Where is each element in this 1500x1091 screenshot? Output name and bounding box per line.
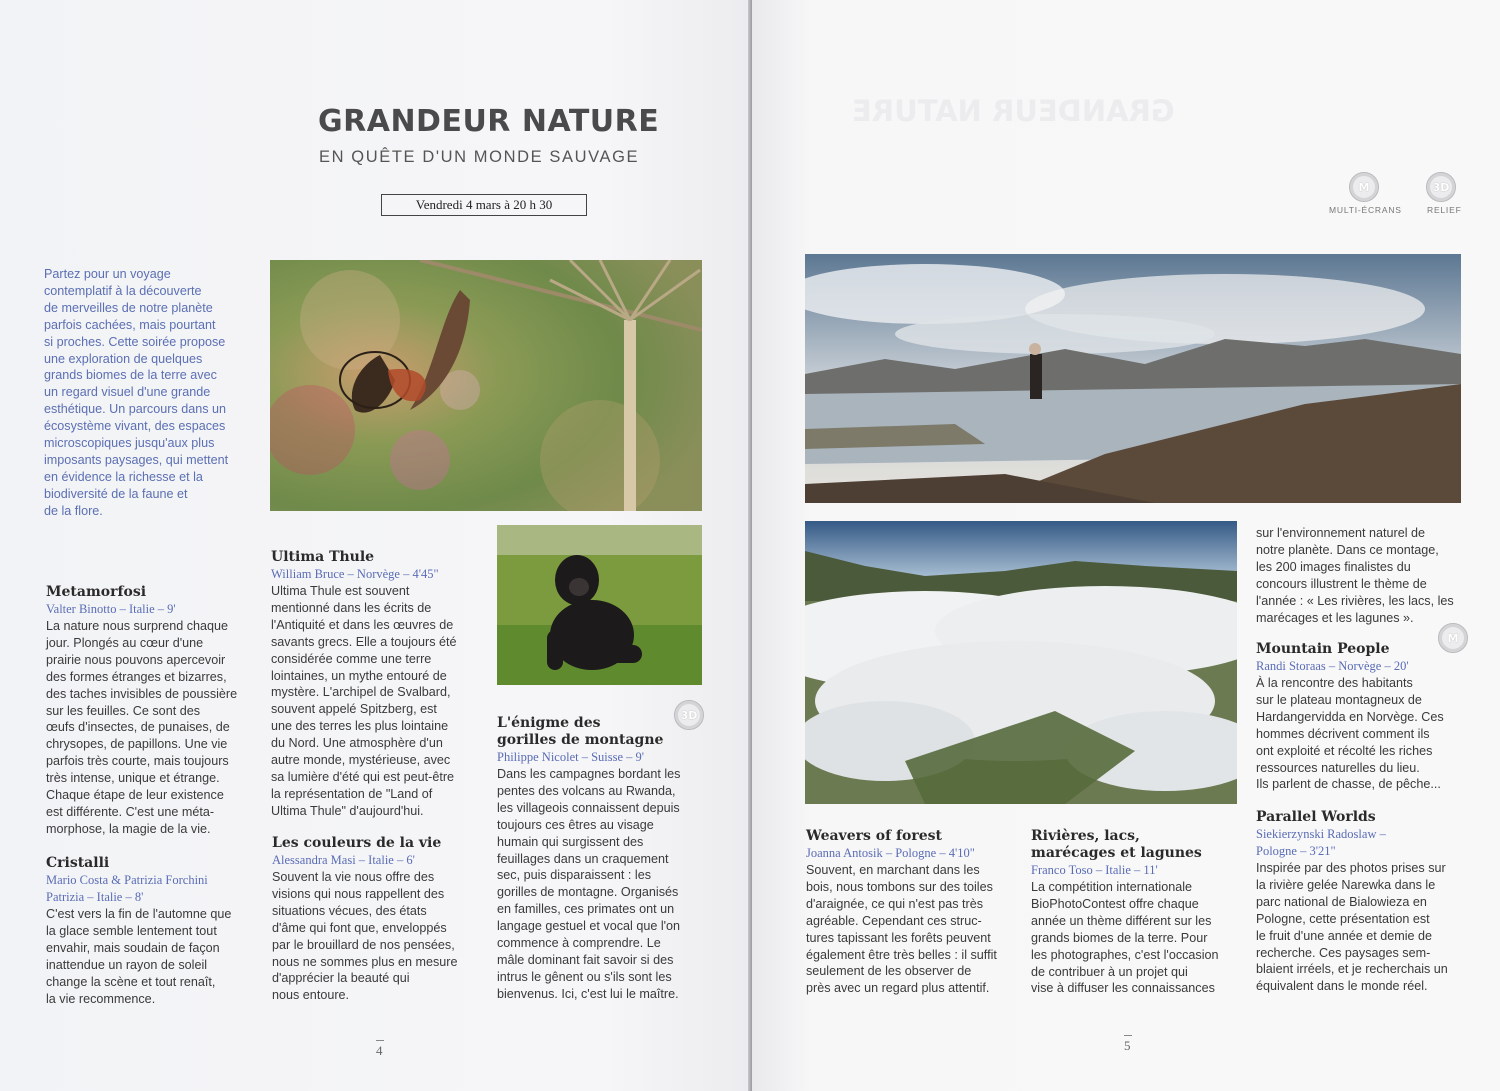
text-line: ont exploité et récolté les riches bbox=[1256, 743, 1433, 758]
gorilla-photo bbox=[497, 525, 702, 685]
clouds-valley-photo bbox=[805, 521, 1237, 804]
text-line: Chaque étape de leur existence bbox=[46, 788, 224, 803]
text-line: d'apprécier la beauté qui bbox=[272, 971, 410, 986]
text-line: par le brouillard de nos pensées, bbox=[272, 937, 455, 952]
film-couleurs bbox=[272, 835, 458, 1004]
text-line: concours illustrent le thème de bbox=[1256, 576, 1427, 591]
text-line: sec, puis disparaissent : les bbox=[497, 868, 651, 883]
text-line: de merveilles de notre planète bbox=[44, 300, 213, 315]
page-number-left: 4 bbox=[376, 1040, 384, 1059]
text-line: la vie recommence. bbox=[46, 991, 156, 1006]
text-line: équivalent dans le monde réel. bbox=[1256, 979, 1428, 994]
film-mountain-people bbox=[1256, 641, 1444, 793]
text-line: envahir, mais soudain de façon bbox=[46, 940, 220, 955]
text-line: les photographes, c'est l'occasion bbox=[1031, 947, 1219, 962]
film-enigme bbox=[497, 715, 680, 1003]
3d-badge-icon: 3D bbox=[674, 700, 704, 730]
film-rivieres bbox=[1031, 828, 1219, 997]
text-line: sa lumière d'été qui est peut-être bbox=[271, 769, 455, 784]
text-line: si proches. Cette soirée propose bbox=[44, 334, 226, 349]
film-title: Ultima Thule bbox=[271, 549, 375, 565]
text-line: une des terres les plus lointaine bbox=[271, 719, 449, 734]
multi-screen-badge-icon: M bbox=[1349, 172, 1379, 202]
text-line: mâle dominant fait savoir si des bbox=[497, 952, 674, 967]
film-text bbox=[272, 869, 458, 1004]
text-line: Ultima Thule est souvent bbox=[271, 584, 410, 598]
text-line: hommes décrivent comment ils bbox=[1256, 726, 1430, 741]
intro-text bbox=[44, 266, 254, 520]
mountain-man-photo bbox=[805, 254, 1461, 503]
film-text bbox=[1256, 675, 1444, 793]
text-line: le fruit d'une année et demie de bbox=[1256, 928, 1433, 943]
text-line: Pologne, cette présentation est bbox=[1256, 911, 1430, 926]
text-line: sur l'environnement naturel de bbox=[1256, 526, 1426, 540]
event-date-box: Vendredi 4 mars à 20 h 30 bbox=[381, 194, 587, 216]
film-text bbox=[806, 862, 997, 997]
multi-screen-badge-icon: M bbox=[1438, 623, 1468, 653]
text-line: vise à diffuser les connaissances bbox=[1031, 981, 1215, 996]
text-line: d'âme qui font que, enveloppés bbox=[272, 920, 447, 935]
relief-badge-icon: 3D bbox=[1426, 172, 1456, 202]
text-line: ressources naturelles du lieu. bbox=[1256, 760, 1420, 775]
text-line: seulement de les observer de bbox=[806, 964, 972, 979]
text-line: d'araignée, ce qui n'est pas très bbox=[806, 896, 984, 911]
film-credit: Pologne – 3'21" bbox=[1256, 844, 1336, 858]
text-line: commence à comprendre. Le bbox=[497, 936, 661, 951]
text-line: grands biomes de la terre. Pour bbox=[1031, 930, 1208, 945]
text-line: de la flore. bbox=[44, 503, 103, 518]
text-line: À la rencontre des habitants bbox=[1256, 676, 1413, 690]
film-text bbox=[1256, 860, 1448, 995]
film-text bbox=[46, 618, 237, 838]
film-title: Cristalli bbox=[46, 855, 110, 871]
film-text bbox=[1031, 879, 1219, 997]
text-line: jour. Plongés au cœur d'une bbox=[46, 635, 204, 650]
text-line: écosystème vivant, des espaces bbox=[44, 419, 226, 434]
text-line: situations vécues, des états bbox=[272, 903, 427, 918]
text-line: tures tapissant les forêts peuvent bbox=[806, 930, 991, 945]
film-ultima-thule bbox=[271, 549, 457, 820]
film-credit: Joanna Antosik – Pologne – 4'10" bbox=[806, 846, 975, 860]
page-title: GRANDEUR NATURE bbox=[318, 104, 660, 139]
text-line: Dans les campagnes bordant les bbox=[497, 767, 681, 781]
text-line: parc national de Bialowieza en bbox=[1256, 894, 1427, 909]
text-line: considérée comme une terre bbox=[271, 651, 432, 666]
text-line: blaient irréels, et je recherchais un bbox=[1256, 962, 1448, 977]
text-line: imposants paysages, qui mettent bbox=[44, 452, 229, 467]
film-title: marécages et lagunes bbox=[1031, 845, 1202, 861]
text-line: toujours ces êtres au visage bbox=[497, 817, 654, 832]
text-line: sur le plateau montagneux de bbox=[1256, 692, 1422, 707]
text-line: l'Antiquité et dans les œuvres de bbox=[271, 617, 454, 632]
text-line: œufs d'insectes, de punaises, de bbox=[46, 720, 230, 735]
text-line: C'est vers la fin de l'automne que bbox=[46, 907, 232, 921]
text-line: très intense, unique et étrange. bbox=[46, 771, 220, 786]
text-line: autre monde, mystérieuse, avec bbox=[271, 753, 451, 768]
film-metamorfosi bbox=[46, 584, 237, 838]
text-line: microscopiques jusqu'aux plus bbox=[44, 436, 215, 451]
text-line: chrysopes, de papillons. Une vie bbox=[46, 737, 228, 752]
film-parallel-worlds bbox=[1256, 809, 1448, 995]
film-cristalli bbox=[46, 855, 231, 1007]
film-title: Rivières, lacs, bbox=[1031, 828, 1140, 844]
text-line: les villageois connaissent depuis bbox=[497, 800, 680, 815]
text-line: BioPhotoContest offre chaque bbox=[1031, 896, 1199, 911]
text-line: parfois cachées, mais pourtant bbox=[44, 317, 216, 332]
film-text-continuation bbox=[1256, 525, 1454, 626]
text-line: parfois très courte, mais toujours bbox=[46, 754, 229, 769]
film-text bbox=[271, 583, 457, 820]
text-line: en évidence la richesse et la bbox=[44, 469, 203, 484]
text-line: savants grecs. Elle a toujours été bbox=[271, 634, 457, 649]
film-credit: Valter Binotto – Italie – 9' bbox=[46, 602, 176, 616]
film-title: Metamorfosi bbox=[46, 584, 147, 600]
page-subtitle: EN QUÊTE D'UN MONDE SAUVAGE bbox=[319, 148, 640, 166]
text-line: des formes étranges et bizarres, bbox=[46, 669, 227, 684]
text-line: pentes des volcans au Rwanda, bbox=[497, 783, 676, 798]
text-line: en familles, ces primates ont un bbox=[497, 902, 675, 917]
text-line: Ultima Thule" d'aujourd'hui. bbox=[271, 803, 424, 818]
film-text bbox=[46, 906, 231, 1007]
film-credit: Mario Costa & Patrizia Forchini bbox=[46, 873, 208, 887]
text-line: la glace semble lentement tout bbox=[46, 923, 217, 938]
text-line: année un thème différent sur les bbox=[1031, 913, 1212, 928]
text-line: un regard visuel d'une grande bbox=[44, 385, 211, 400]
text-line: bois, nous tombons sur des toiles bbox=[806, 879, 993, 894]
film-credit: Siekierzynski Radoslaw – bbox=[1256, 827, 1386, 841]
text-line: des taches invisibles de poussière bbox=[46, 686, 238, 701]
text-line: nous ne sommes plus en mesure bbox=[272, 954, 458, 969]
text-line: souvent appelé Spitzberg, est bbox=[271, 702, 437, 717]
film-credit: William Bruce – Norvège – 4'45" bbox=[271, 567, 439, 581]
text-line: mentionné dans les écrits de bbox=[271, 600, 432, 615]
text-line: Hardangervidda en Norvège. Ces bbox=[1256, 709, 1444, 724]
text-line: mystère. L'archipel de Svalbard, bbox=[271, 685, 451, 700]
text-line: gorilles de montagne. Organisés bbox=[497, 885, 679, 900]
text-line: humain qui surgissent des bbox=[497, 834, 644, 849]
text-line: la rivière gelée Narewka dans le bbox=[1256, 877, 1436, 892]
film-title: Les couleurs de la vie bbox=[272, 835, 442, 851]
chrysalis-photo bbox=[270, 260, 702, 511]
text-line: Souvent, en marchant dans les bbox=[806, 863, 980, 877]
film-credit: Franco Toso – Italie – 11' bbox=[1031, 863, 1158, 877]
text-line: recherche. Ces paysages sem- bbox=[1256, 945, 1431, 960]
show-through-title: GRANDEUR NATURE bbox=[852, 94, 1175, 128]
text-line: marécages et les lagunes ». bbox=[1256, 610, 1414, 625]
text-line: visions qui nous rappellent des bbox=[272, 886, 445, 901]
text-line: La compétition internationale bbox=[1031, 880, 1193, 894]
text-line: prairie nous pouvons apercevoir bbox=[46, 652, 226, 667]
text-line: lointaines, un mythe entouré de bbox=[271, 668, 447, 683]
text-line: nous entoure. bbox=[272, 988, 350, 1003]
text-line: inattendue un rayon de soleil bbox=[46, 957, 208, 972]
film-credit: Patrizia – Italie – 8' bbox=[46, 890, 144, 904]
text-line: Souvent la vie nous offre des bbox=[272, 870, 435, 884]
text-line: la représentation de "Land of bbox=[271, 786, 433, 801]
film-credit: Philippe Nicolet – Suisse – 9' bbox=[497, 750, 645, 764]
text-line: du Nord. Une atmosphère d'un bbox=[271, 736, 443, 751]
text-line: Ils parlent de chasse, de pêche... bbox=[1256, 777, 1441, 792]
text-line: intrus le gênent ou s'ils sont les bbox=[497, 969, 672, 984]
text-line: sur les feuilles. Ce sont des bbox=[46, 703, 200, 718]
text-line: bienvenus. Ici, c'est lui le maître. bbox=[497, 986, 679, 1001]
film-title: Parallel Worlds bbox=[1256, 809, 1376, 825]
text-line: Inspirée par des photos prises sur bbox=[1256, 861, 1446, 875]
text-line: langage gestuel et vocal que l'on bbox=[497, 919, 681, 934]
film-text bbox=[497, 766, 680, 1003]
film-weavers bbox=[806, 828, 997, 997]
text-line: une exploration de quelques bbox=[44, 351, 203, 366]
text-line: grands biomes de la terre avec bbox=[44, 368, 217, 383]
text-line: notre planète. Dans ce montage, bbox=[1256, 542, 1439, 557]
text-line: change la scène et tout renaît, bbox=[46, 974, 216, 989]
text-line: biodiversité de la faune et bbox=[44, 486, 188, 501]
text-line: morphose, la magie de la vie. bbox=[46, 821, 211, 836]
relief-label: RELIEF bbox=[1427, 205, 1462, 215]
text-line: esthétique. Un parcours dans un bbox=[44, 402, 227, 417]
text-line: Partez pour un voyage bbox=[44, 267, 171, 281]
multi-screen-label: MULTI-ÉCRANS bbox=[1329, 205, 1402, 215]
text-line: également être très belles : il suffit bbox=[806, 947, 997, 962]
text-line: est différente. C'est une méta- bbox=[46, 804, 215, 819]
text-line: de contribuer à un projet qui bbox=[1031, 964, 1188, 979]
text-line: près avec un regard plus attentif. bbox=[806, 981, 990, 996]
film-title: Mountain People bbox=[1256, 641, 1390, 657]
film-title: L'énigme des bbox=[497, 715, 601, 731]
film-credit: Randi Storaas – Norvège – 20' bbox=[1256, 659, 1409, 673]
text-line: La nature nous surprend chaque bbox=[46, 619, 229, 633]
text-line: l'année : « Les rivières, les lacs, les bbox=[1256, 593, 1454, 608]
text-line: les 200 images finalistes du bbox=[1256, 559, 1411, 574]
film-credit: Alessandra Masi – Italie – 6' bbox=[272, 853, 415, 867]
right-page bbox=[752, 0, 1500, 1091]
film-title: gorilles de montagne bbox=[497, 732, 664, 748]
film-title: Weavers of forest bbox=[806, 828, 942, 844]
text-line: contemplatif à la découverte bbox=[44, 283, 202, 298]
text-line: agréable. Cependant ces struc- bbox=[806, 913, 982, 928]
text-line: feuillages dans un craquement bbox=[497, 851, 669, 866]
page-number-right: 5 bbox=[1124, 1035, 1132, 1054]
